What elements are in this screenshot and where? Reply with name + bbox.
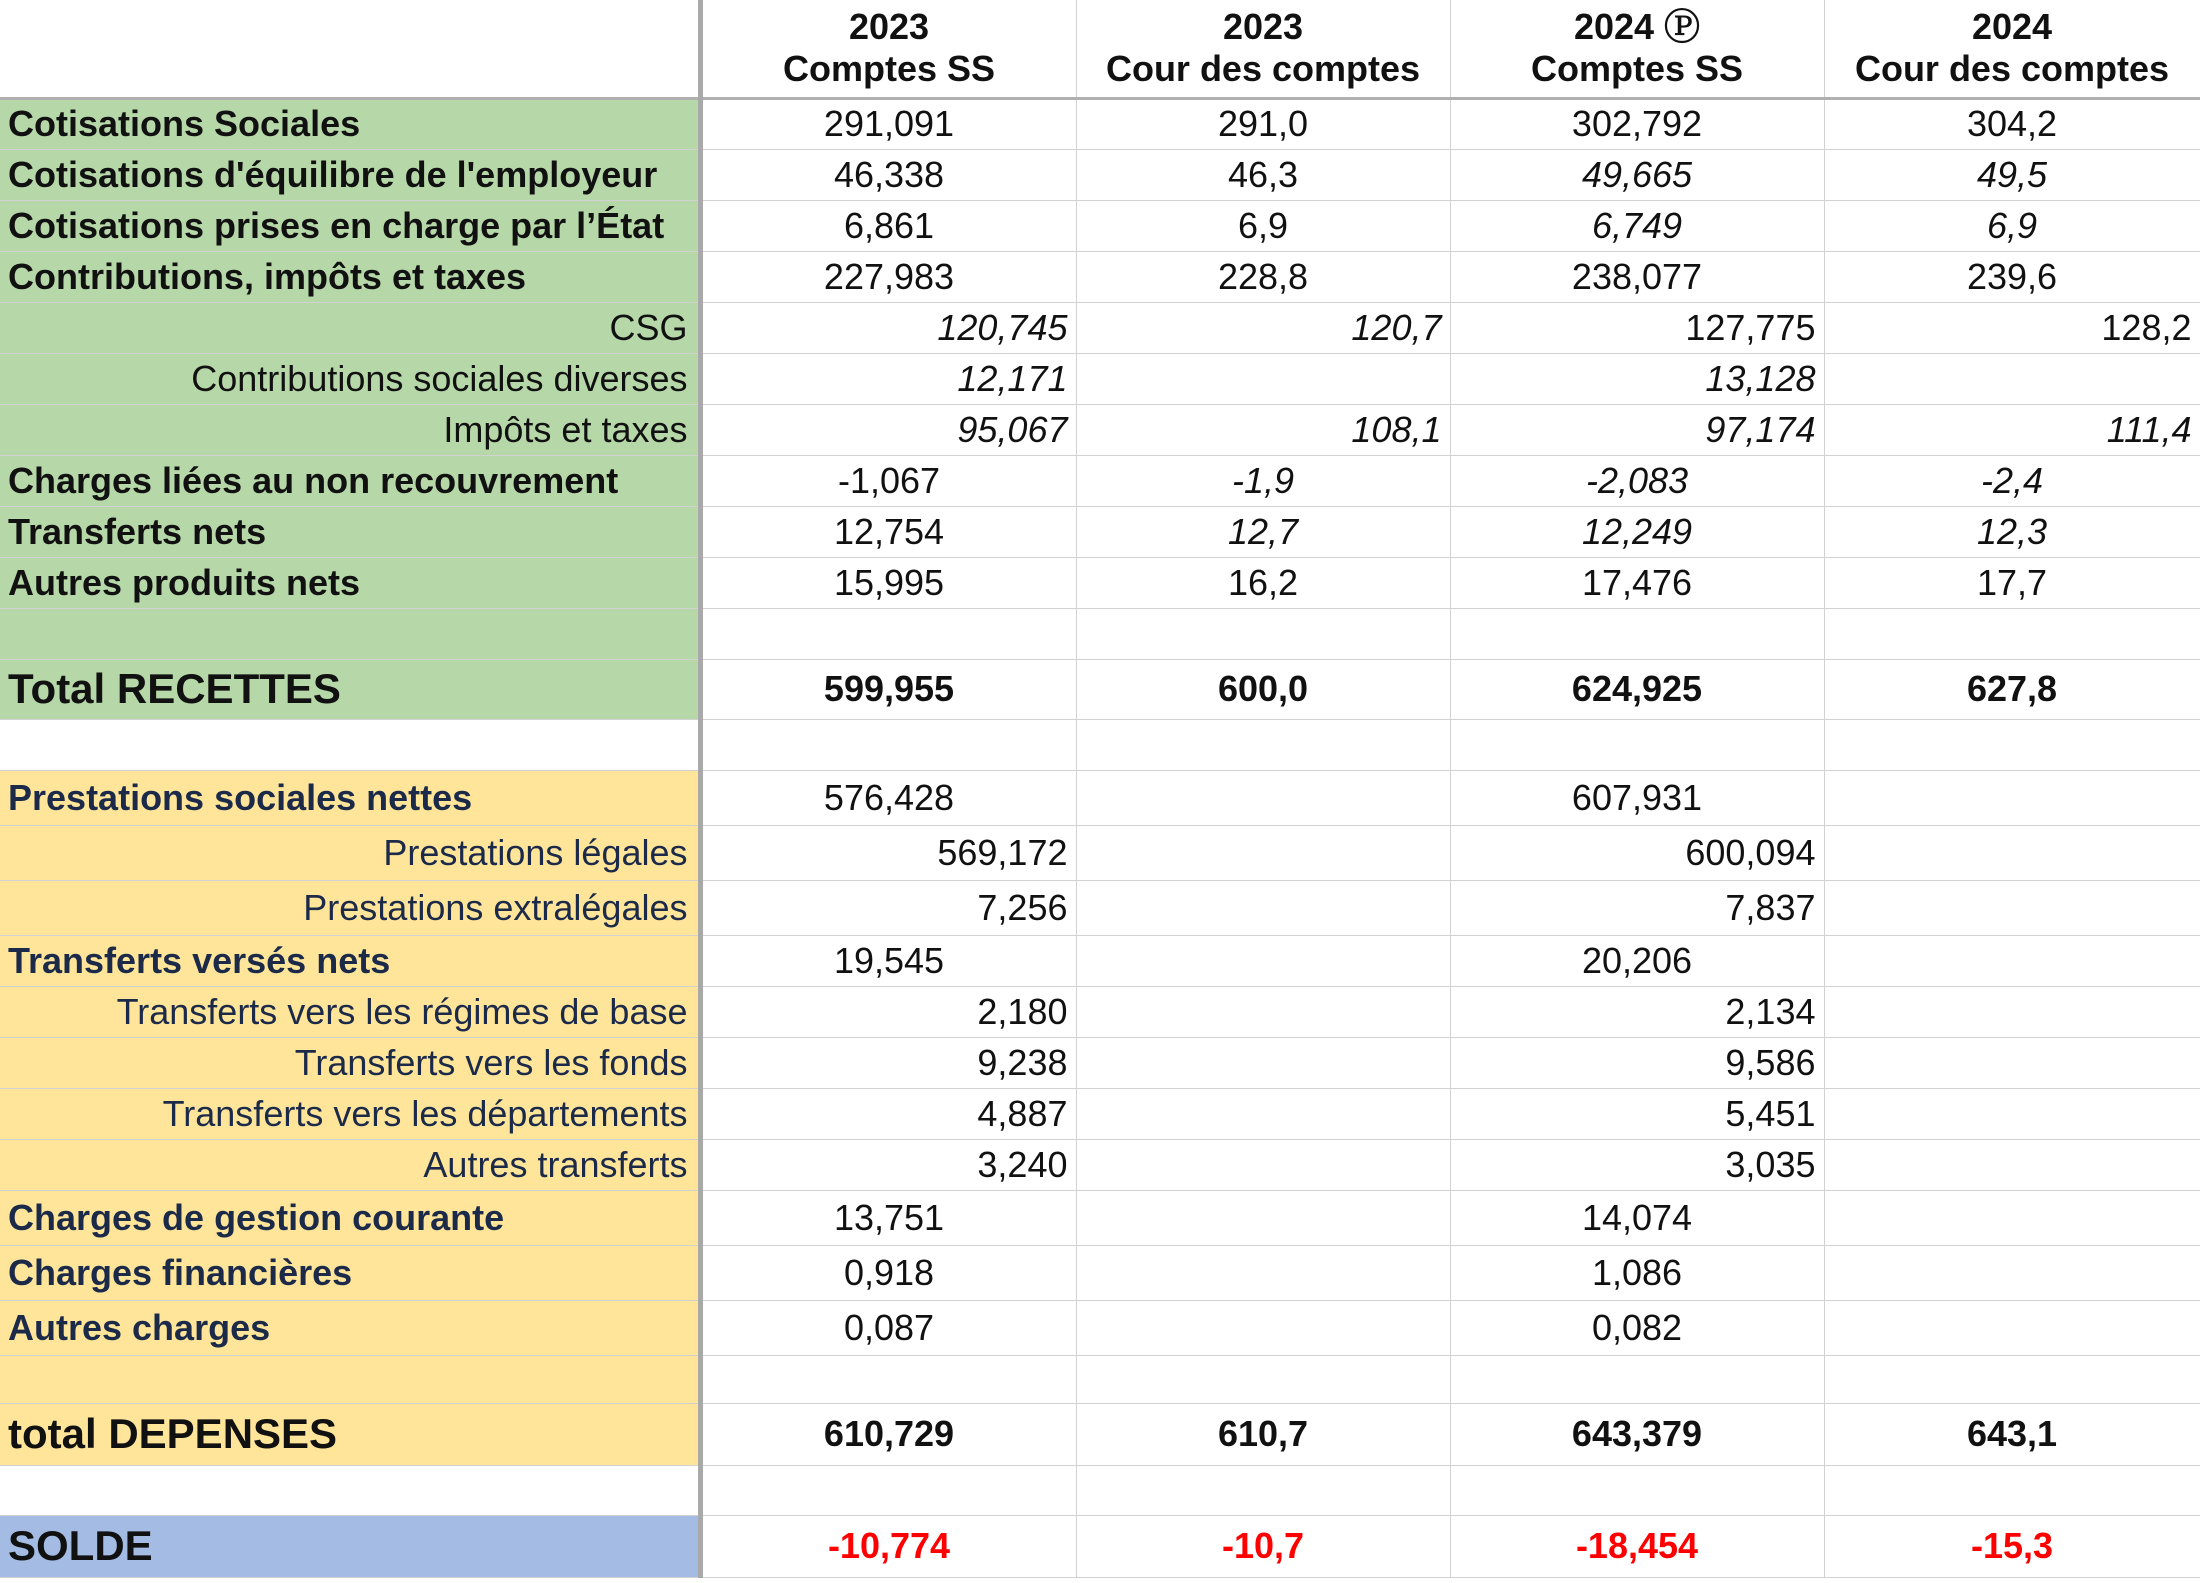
table-row bbox=[0, 770, 2200, 825]
cell[interactable] bbox=[1450, 608, 1824, 659]
cell[interactable] bbox=[1076, 825, 1450, 880]
cell[interactable] bbox=[700, 1355, 1076, 1403]
cell[interactable]: 16,2 bbox=[1076, 557, 1450, 608]
cell[interactable]: 49,5 bbox=[1824, 149, 2200, 200]
cell[interactable] bbox=[700, 608, 1076, 659]
cell[interactable]: 97,174 bbox=[1450, 404, 1824, 455]
row-label[interactable]: Prestations extralégales bbox=[0, 880, 700, 935]
row-label[interactable]: Transferts versés nets bbox=[0, 935, 700, 986]
row-label[interactable]: Prestations sociales nettes bbox=[0, 770, 700, 825]
cell[interactable]: -1,9 bbox=[1076, 455, 1450, 506]
cell[interactable] bbox=[1824, 719, 2200, 770]
cell[interactable] bbox=[1076, 1355, 1450, 1403]
table-row bbox=[0, 880, 2200, 935]
cell[interactable]: 6,9 bbox=[1076, 200, 1450, 251]
solde-cell[interactable]: -10,774 bbox=[700, 1515, 1076, 1577]
cell[interactable] bbox=[1824, 1465, 2200, 1515]
total-cell[interactable]: 600,0 bbox=[1076, 659, 1450, 719]
cell[interactable] bbox=[1824, 1088, 2200, 1139]
cell[interactable]: -1,067 bbox=[700, 455, 1076, 506]
cell[interactable]: 19,545 bbox=[700, 935, 1076, 986]
cell[interactable]: 13,128 bbox=[1450, 353, 1824, 404]
cell[interactable] bbox=[1824, 1190, 2200, 1245]
table-row bbox=[0, 1139, 2200, 1190]
header-source: Cour des comptes bbox=[1105, 48, 1421, 90]
header-corner-cell[interactable] bbox=[0, 0, 700, 98]
total-cell[interactable]: 643,379 bbox=[1450, 1403, 1824, 1465]
cell[interactable]: 0,087 bbox=[700, 1300, 1076, 1355]
cell[interactable] bbox=[1824, 608, 2200, 659]
cell[interactable] bbox=[1824, 1245, 2200, 1300]
cell[interactable] bbox=[1076, 1190, 1450, 1245]
cell[interactable] bbox=[700, 1465, 1076, 1515]
cell[interactable]: 227,983 bbox=[700, 251, 1076, 302]
cell[interactable] bbox=[1450, 1355, 1824, 1403]
row-label[interactable]: Impôts et taxes bbox=[0, 404, 700, 455]
cell[interactable]: 15,995 bbox=[700, 557, 1076, 608]
row-label[interactable]: Autres transferts bbox=[0, 1139, 700, 1190]
cell[interactable]: 120,745 bbox=[700, 302, 1076, 353]
table-row bbox=[0, 200, 2200, 251]
cell[interactable]: 17,476 bbox=[1450, 557, 1824, 608]
table-row bbox=[0, 149, 2200, 200]
table-row bbox=[0, 98, 2200, 149]
table-row bbox=[0, 1245, 2200, 1300]
cell[interactable]: -2,083 bbox=[1450, 455, 1824, 506]
cell[interactable] bbox=[1824, 1300, 2200, 1355]
cell[interactable]: 127,775 bbox=[1450, 302, 1824, 353]
row-label[interactable]: Autres charges bbox=[0, 1300, 700, 1355]
cell[interactable]: 302,792 bbox=[1450, 98, 1824, 149]
cell[interactable] bbox=[1076, 1037, 1450, 1088]
cell[interactable] bbox=[1824, 825, 2200, 880]
cell[interactable]: 12,249 bbox=[1450, 506, 1824, 557]
solde-cell[interactable]: -10,7 bbox=[1076, 1515, 1450, 1577]
row-label[interactable] bbox=[0, 1355, 700, 1403]
cell[interactable] bbox=[1824, 935, 2200, 986]
row-label[interactable]: Contributions, impôts et taxes bbox=[0, 251, 700, 302]
cell[interactable] bbox=[1450, 1465, 1824, 1515]
cell[interactable] bbox=[1824, 353, 2200, 404]
cell[interactable]: 304,2 bbox=[1824, 98, 2200, 149]
cell[interactable]: 238,077 bbox=[1450, 251, 1824, 302]
cell[interactable] bbox=[1076, 1245, 1450, 1300]
row-label[interactable]: Charges financières bbox=[0, 1245, 700, 1300]
total-cell[interactable]: 624,925 bbox=[1450, 659, 1824, 719]
table-row bbox=[0, 404, 2200, 455]
cell[interactable]: 111,4 bbox=[1824, 404, 2200, 455]
row-label[interactable]: Cotisations prises en charge par l’État bbox=[0, 200, 700, 251]
header-year: 2024 bbox=[1971, 6, 2053, 48]
row-label[interactable] bbox=[0, 719, 700, 770]
header-col-1[interactable] bbox=[700, 0, 1076, 98]
cell[interactable]: 7,256 bbox=[700, 880, 1076, 935]
cell[interactable]: 9,238 bbox=[700, 1037, 1076, 1088]
cell[interactable] bbox=[1076, 1465, 1450, 1515]
solde-cell[interactable]: -18,454 bbox=[1450, 1515, 1824, 1577]
row-label[interactable]: Transferts vers les régimes de base bbox=[0, 986, 700, 1037]
cell[interactable]: 5,451 bbox=[1450, 1088, 1824, 1139]
cell[interactable]: 291,091 bbox=[700, 98, 1076, 149]
cell[interactable]: 46,3 bbox=[1076, 149, 1450, 200]
total-cell[interactable]: 599,955 bbox=[700, 659, 1076, 719]
cell[interactable]: 600,094 bbox=[1450, 825, 1824, 880]
cell[interactable] bbox=[1076, 1088, 1450, 1139]
total-cell[interactable]: 610,7 bbox=[1076, 1403, 1450, 1465]
cell[interactable] bbox=[1824, 1037, 2200, 1088]
cell[interactable] bbox=[1076, 880, 1450, 935]
row-label[interactable]: Transferts nets bbox=[0, 506, 700, 557]
cell[interactable] bbox=[1076, 986, 1450, 1037]
table-row bbox=[0, 557, 2200, 608]
cell[interactable]: 95,067 bbox=[700, 404, 1076, 455]
cell[interactable] bbox=[1824, 770, 2200, 825]
total-row bbox=[0, 1403, 2200, 1465]
total-cell[interactable]: 610,729 bbox=[700, 1403, 1076, 1465]
cell[interactable] bbox=[1076, 1300, 1450, 1355]
header-source: Comptes SS bbox=[782, 48, 996, 90]
total-cell[interactable]: 627,8 bbox=[1824, 659, 2200, 719]
table-row bbox=[0, 506, 2200, 557]
cell[interactable]: 3,240 bbox=[700, 1139, 1076, 1190]
cell[interactable]: 14,074 bbox=[1450, 1190, 1824, 1245]
empty-row bbox=[0, 719, 2200, 770]
header-source: Cour des comptes bbox=[1854, 48, 2170, 90]
cell[interactable]: 9,586 bbox=[1450, 1037, 1824, 1088]
table-row bbox=[0, 302, 2200, 353]
cell[interactable] bbox=[1824, 880, 2200, 935]
cell[interactable]: 7,837 bbox=[1450, 880, 1824, 935]
empty-row bbox=[0, 608, 2200, 659]
header-row bbox=[0, 0, 2200, 98]
cell[interactable]: 4,887 bbox=[700, 1088, 1076, 1139]
row-label[interactable]: Charges liées au non recouvrement bbox=[0, 455, 700, 506]
cell[interactable] bbox=[1076, 935, 1450, 986]
cell[interactable] bbox=[700, 719, 1076, 770]
cell[interactable]: 12,3 bbox=[1824, 506, 2200, 557]
header-year: 2024 Ⓟ bbox=[1573, 6, 1701, 48]
total-recettes-label[interactable]: Total RECETTES bbox=[0, 659, 700, 719]
table-row bbox=[0, 455, 2200, 506]
cell[interactable] bbox=[1450, 719, 1824, 770]
cell[interactable]: 12,171 bbox=[700, 353, 1076, 404]
table-row bbox=[0, 935, 2200, 986]
empty-row bbox=[0, 1355, 2200, 1403]
row-label[interactable]: Prestations légales bbox=[0, 825, 700, 880]
header-year: 2023 bbox=[848, 6, 930, 48]
cell[interactable]: 6,9 bbox=[1824, 200, 2200, 251]
cell[interactable]: 12,754 bbox=[700, 506, 1076, 557]
empty-row bbox=[0, 1465, 2200, 1515]
row-label[interactable]: Contributions sociales diverses bbox=[0, 353, 700, 404]
cell[interactable]: 1,086 bbox=[1450, 1245, 1824, 1300]
row-label[interactable] bbox=[0, 608, 700, 659]
table-row bbox=[0, 1037, 2200, 1088]
table-row bbox=[0, 353, 2200, 404]
cell[interactable]: 239,6 bbox=[1824, 251, 2200, 302]
row-label[interactable] bbox=[0, 1465, 700, 1515]
cell[interactable]: 607,931 bbox=[1450, 770, 1824, 825]
cell[interactable] bbox=[1076, 353, 1450, 404]
row-label[interactable]: Cotisations Sociales bbox=[0, 98, 700, 149]
table-row bbox=[0, 1088, 2200, 1139]
header-source: Comptes SS bbox=[1530, 48, 1744, 90]
cell[interactable] bbox=[1076, 608, 1450, 659]
cell[interactable]: 20,206 bbox=[1450, 935, 1824, 986]
cell[interactable] bbox=[1076, 1139, 1450, 1190]
cell[interactable]: 6,749 bbox=[1450, 200, 1824, 251]
table-row bbox=[0, 986, 2200, 1037]
cell[interactable]: 3,035 bbox=[1450, 1139, 1824, 1190]
header-year: 2023 bbox=[1222, 6, 1304, 48]
total-row bbox=[0, 659, 2200, 719]
header-col-4[interactable] bbox=[1824, 0, 2200, 98]
cell[interactable]: 291,0 bbox=[1076, 98, 1450, 149]
table-row bbox=[0, 1300, 2200, 1355]
cell[interactable] bbox=[1076, 770, 1450, 825]
row-label[interactable]: CSG bbox=[0, 302, 700, 353]
row-label[interactable]: Transferts vers les fonds bbox=[0, 1037, 700, 1088]
cell[interactable]: 13,751 bbox=[700, 1190, 1076, 1245]
cell[interactable]: 49,665 bbox=[1450, 149, 1824, 200]
cell[interactable]: 6,861 bbox=[700, 200, 1076, 251]
cell[interactable]: 2,134 bbox=[1450, 986, 1824, 1037]
cell[interactable] bbox=[1824, 1139, 2200, 1190]
cell[interactable]: 46,338 bbox=[700, 149, 1076, 200]
total-depenses-label[interactable]: total DEPENSES bbox=[0, 1403, 700, 1465]
table-row bbox=[0, 825, 2200, 880]
cell[interactable]: 576,428 bbox=[700, 770, 1076, 825]
cell[interactable]: 17,7 bbox=[1824, 557, 2200, 608]
cell[interactable]: 2,180 bbox=[700, 986, 1076, 1037]
cell[interactable]: 108,1 bbox=[1076, 404, 1450, 455]
solde-label[interactable]: SOLDE bbox=[0, 1515, 700, 1577]
cell[interactable]: 12,7 bbox=[1076, 506, 1450, 557]
cell[interactable]: 0,082 bbox=[1450, 1300, 1824, 1355]
header-col-3[interactable] bbox=[1450, 0, 1824, 98]
cell[interactable]: 569,172 bbox=[700, 825, 1076, 880]
solde-row bbox=[0, 1515, 2200, 1577]
row-label[interactable]: Autres produits nets bbox=[0, 557, 700, 608]
solde-cell[interactable]: -15,3 bbox=[1824, 1515, 2200, 1577]
table-row bbox=[0, 1190, 2200, 1245]
header-col-2[interactable] bbox=[1076, 0, 1450, 98]
row-label[interactable]: Transferts vers les départements bbox=[0, 1088, 700, 1139]
total-cell[interactable]: 643,1 bbox=[1824, 1403, 2200, 1465]
row-label[interactable]: Cotisations d'équilibre de l'employeur bbox=[0, 149, 700, 200]
cell[interactable]: -2,4 bbox=[1824, 455, 2200, 506]
cell[interactable]: 228,8 bbox=[1076, 251, 1450, 302]
cell[interactable]: 128,2 bbox=[1824, 302, 2200, 353]
row-label[interactable]: Charges de gestion courante bbox=[0, 1190, 700, 1245]
cell[interactable] bbox=[1076, 719, 1450, 770]
cell[interactable]: 120,7 bbox=[1076, 302, 1450, 353]
cell[interactable]: 0,918 bbox=[700, 1245, 1076, 1300]
cell[interactable] bbox=[1824, 1355, 2200, 1403]
table-row bbox=[0, 251, 2200, 302]
cell[interactable] bbox=[1824, 986, 2200, 1037]
